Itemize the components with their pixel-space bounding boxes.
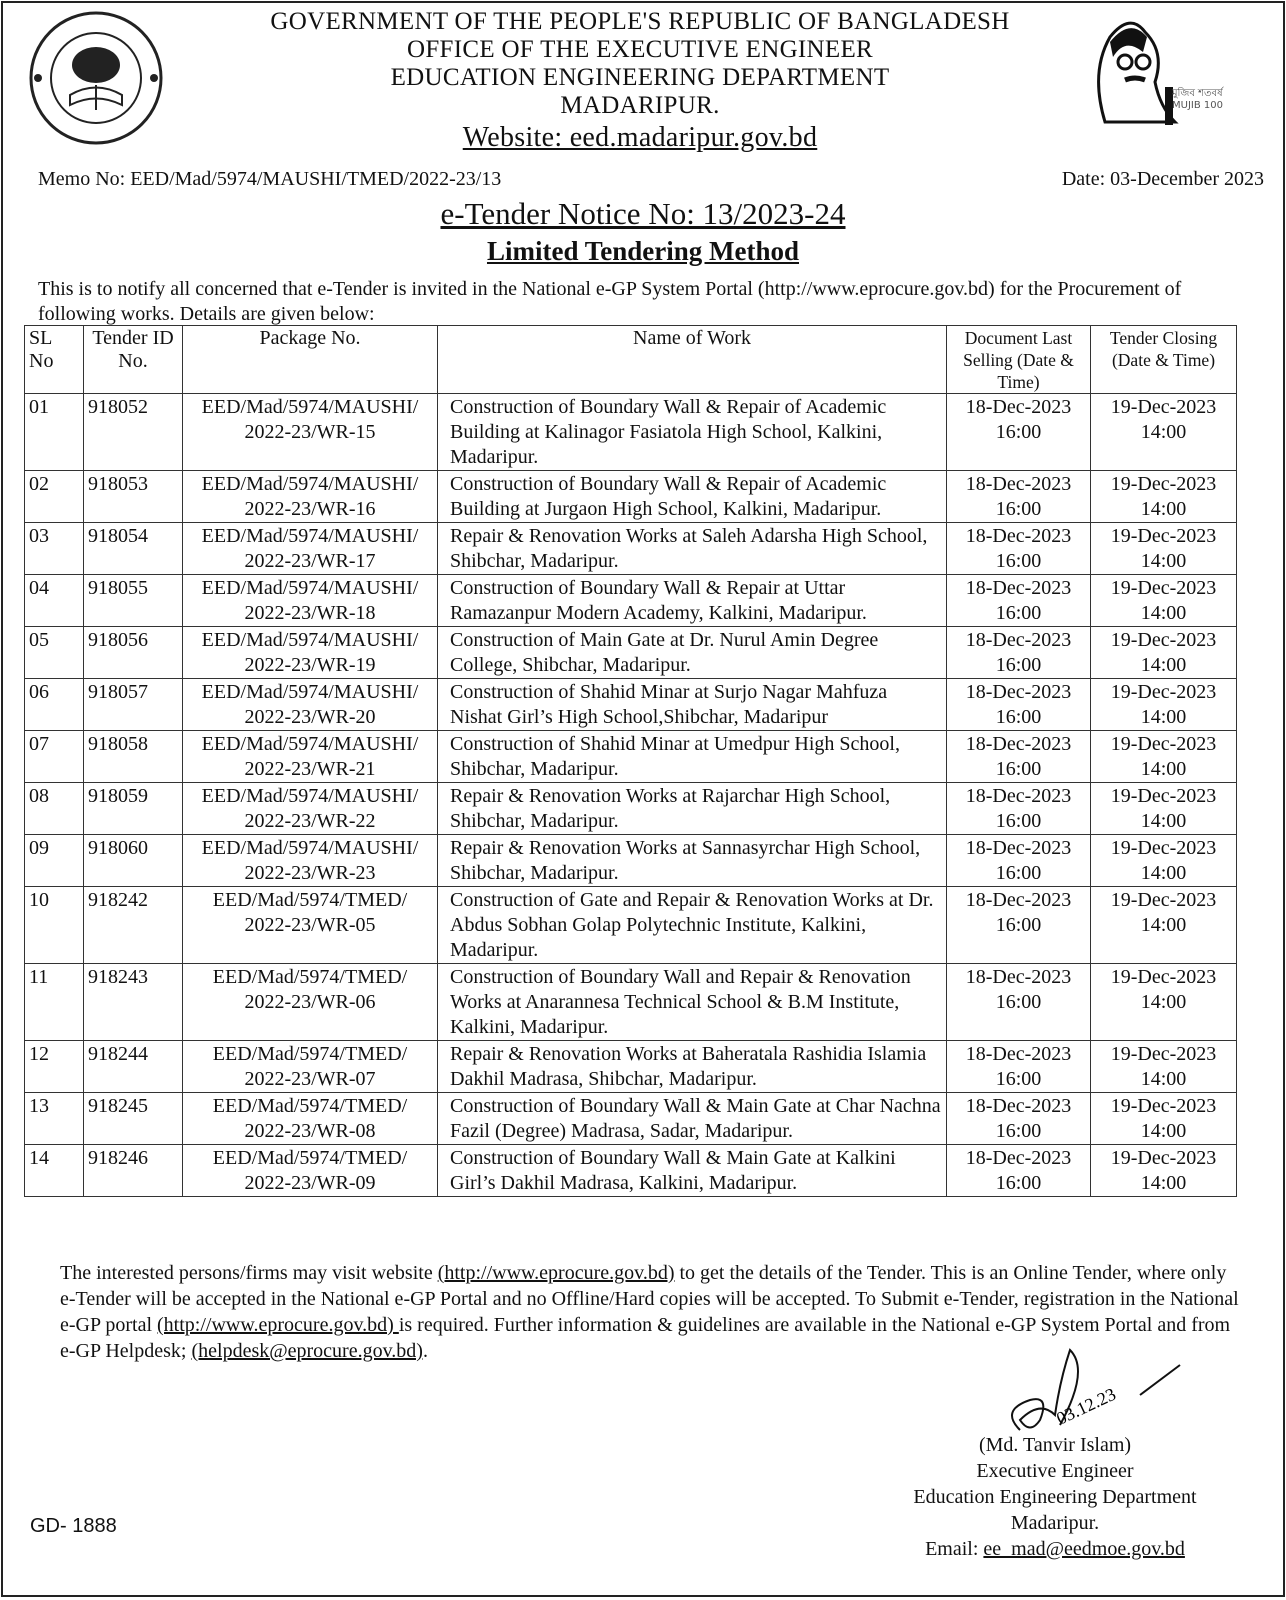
cell-package-no: EED/Mad/5974/MAUSHI/ 2022-23/WR-19 (183, 627, 438, 679)
cell-name-of-work: Construction of Gate and Repair & Renovation Works at Dr. Abdus Sobhan Golap Polytechnic Institute, Kalkini, Madaripur. (438, 887, 947, 964)
eprocure-link[interactable]: (http://www.eprocure.gov.bd) (437, 1262, 675, 1284)
cell-doc-last-selling: 18-Dec-2023 16:00 (947, 887, 1091, 964)
cell-doc-last-selling: 18-Dec-2023 16:00 (947, 1145, 1091, 1197)
table-row (25, 835, 1237, 887)
footer-text: is required. Further information & guidelines are available in the National e-GP System Portal and from e-GP Helpdesk; (60, 1314, 1231, 1362)
tendering-method: Limited Tendering Method (486, 236, 800, 266)
intro-paragraph: This is to notify all concerned that e-Tender is invited in the National e-GP System Portal (http://www.eprocure.gov.bd) for the Procurement of following works. Details are given below: (38, 278, 1182, 325)
cell-sl-no: 03 (25, 523, 84, 575)
mujib-100-text: মুজিব শতবর্ষ MUJIB 100 (1172, 88, 1223, 111)
cell-name-of-work: Construction of Shahid Minar at Surjo Nagar Mahfuza Nishat Girl’s High School,Shibchar, Madaripur (438, 679, 947, 731)
table-row (25, 575, 1237, 627)
table-row (25, 783, 1237, 835)
cell-tender-id: 918244 (84, 1041, 183, 1093)
cell-tender-id: 918055 (84, 575, 183, 627)
col-name-of-work: Name of Work (438, 326, 947, 394)
eprocure-link[interactable]: (http://www.eprocure.gov.bd) (157, 1314, 399, 1336)
signer-email-link[interactable]: ee_mad@eedmoe.gov.bd (983, 1538, 1185, 1560)
cell-tender-id: 918052 (84, 394, 183, 471)
cell-tender-id: 918056 (84, 627, 183, 679)
table-row (25, 964, 1237, 1041)
mujib-100-logo (1085, 12, 1245, 130)
cell-tender-id: 918245 (84, 1093, 183, 1145)
cell-tender-closing: 19-Dec-2023 14:00 (1091, 1145, 1237, 1197)
cell-sl-no: 10 (25, 887, 84, 964)
col-sl: SL No (25, 326, 84, 394)
notice-date: Date: 03-December 2023 (1061, 168, 1264, 190)
cell-tender-id: 918053 (84, 471, 183, 523)
cell-sl-no: 01 (25, 394, 84, 471)
footer-text: The interested persons/firms may visit website (60, 1262, 438, 1284)
cell-tender-id: 918246 (84, 1145, 183, 1197)
cell-tender-closing: 19-Dec-2023 14:00 (1091, 575, 1237, 627)
cell-sl-no: 07 (25, 731, 84, 783)
tender-table (24, 325, 1237, 1197)
cell-sl-no: 09 (25, 835, 84, 887)
cell-sl-no: 11 (25, 964, 84, 1041)
cell-tender-closing: 19-Dec-2023 14:00 (1091, 1093, 1237, 1145)
cell-tender-closing: 19-Dec-2023 14:00 (1091, 394, 1237, 471)
cell-doc-last-selling: 18-Dec-2023 16:00 (947, 575, 1091, 627)
cell-name-of-work: Repair & Renovation Works at Sannasyrchar High School, Shibchar, Madaripur. (438, 835, 947, 887)
cell-sl-no: 08 (25, 783, 84, 835)
footer-text: to get the details of the Tender. This is an Online Tender, where only e-Tender will be accepted in the National e-GP Portal and no Offline/Hard copies will be accepted. To Submit e-Tender, registration in the National e-GP portal (60, 1262, 1239, 1336)
cell-name-of-work: Repair & Renovation Works at Rajarchar High School, Shibchar, Madaripur. (438, 783, 947, 835)
cell-tender-closing: 19-Dec-2023 14:00 (1091, 887, 1237, 964)
cell-doc-last-selling: 18-Dec-2023 16:00 (947, 679, 1091, 731)
cell-name-of-work: Construction of Main Gate at Dr. Nurul Amin Degree College, Shibchar, Madaripur. (438, 627, 947, 679)
gd-number: GD- 1888 (30, 1515, 117, 1537)
cell-doc-last-selling: 18-Dec-2023 16:00 (947, 394, 1091, 471)
cell-name-of-work: Construction of Boundary Wall & Main Gate at Kalkini Girl’s Dakhil Madrasa, Kalkini, Madaripur. (438, 1145, 947, 1197)
website-link[interactable]: Website: eed.madaripur.gov.bd (462, 122, 818, 153)
cell-tender-id: 918054 (84, 523, 183, 575)
table-row (25, 394, 1237, 471)
cell-package-no: EED/Mad/5974/MAUSHI/ 2022-23/WR-22 (183, 783, 438, 835)
footer-text: . (422, 1340, 428, 1362)
helpdesk-email-link[interactable]: (helpdesk@eprocure.gov.bd) (191, 1340, 423, 1362)
cell-package-no: EED/Mad/5974/MAUSHI/ 2022-23/WR-15 (183, 394, 438, 471)
cell-sl-no: 05 (25, 627, 84, 679)
header-line: EDUCATION ENGINEERING DEPARTMENT (390, 64, 890, 91)
cell-name-of-work: Construction of Shahid Minar at Umedpur High School, Shibchar, Madaripur. (438, 731, 947, 783)
cell-tender-id: 918058 (84, 731, 183, 783)
col-doc-last-selling: Document Last Selling (Date & Time) (947, 326, 1091, 394)
cell-tender-id: 918242 (84, 887, 183, 964)
table-row (25, 1145, 1237, 1197)
cell-tender-closing: 19-Dec-2023 14:00 (1091, 523, 1237, 575)
cell-name-of-work: Repair & Renovation Works at Baheratala Rashidia Islamia Dakhil Madrasa, Shibchar, Madaripur. (438, 1041, 947, 1093)
cell-doc-last-selling: 18-Dec-2023 16:00 (947, 964, 1091, 1041)
header-line: MADARIPUR. (560, 92, 720, 119)
cell-sl-no: 02 (25, 471, 84, 523)
cell-package-no: EED/Mad/5974/MAUSHI/ 2022-23/WR-17 (183, 523, 438, 575)
cell-package-no: EED/Mad/5974/MAUSHI/ 2022-23/WR-20 (183, 679, 438, 731)
cell-tender-closing: 19-Dec-2023 14:00 (1091, 471, 1237, 523)
table-row (25, 627, 1237, 679)
cell-package-no: EED/Mad/5974/MAUSHI/ 2022-23/WR-16 (183, 471, 438, 523)
table-row (25, 679, 1237, 731)
cell-package-no: EED/Mad/5974/MAUSHI/ 2022-23/WR-21 (183, 731, 438, 783)
cell-name-of-work: Construction of Boundary Wall and Repair & Renovation Works at Anarannesa Technical School & B.M Institute, Kalkini, Madaripur. (438, 964, 947, 1041)
signer-place: Madaripur. (1010, 1512, 1100, 1534)
cell-package-no: EED/Mad/5974/TMED/ 2022-23/WR-08 (183, 1093, 438, 1145)
header-line: OFFICE OF THE EXECUTIVE ENGINEER (406, 36, 874, 63)
table-row (25, 731, 1237, 783)
cell-doc-last-selling: 18-Dec-2023 16:00 (947, 835, 1091, 887)
cell-package-no: EED/Mad/5974/MAUSHI/ 2022-23/WR-23 (183, 835, 438, 887)
memo-number: Memo No: EED/Mad/5974/MAUSHI/TMED/2022-23/13 (38, 168, 502, 190)
cell-tender-id: 918243 (84, 964, 183, 1041)
cell-tender-id: 918060 (84, 835, 183, 887)
cell-name-of-work: Construction of Boundary Wall & Repair of Academic Building at Kalinagor Fasiatola High School, Kalkini, Madaripur. (438, 394, 947, 471)
cell-tender-closing: 19-Dec-2023 14:00 (1091, 1041, 1237, 1093)
cell-tender-closing: 19-Dec-2023 14:00 (1091, 835, 1237, 887)
signer-title: Executive Engineer (976, 1460, 1134, 1482)
cell-doc-last-selling: 18-Dec-2023 16:00 (947, 731, 1091, 783)
cell-name-of-work: Repair & Renovation Works at Saleh Adarsha High School, Shibchar, Madaripur. (438, 523, 947, 575)
signer-block (880, 1432, 1230, 1562)
col-tender-id: Tender ID No. (84, 326, 183, 394)
cell-sl-no: 12 (25, 1041, 84, 1093)
table-row (25, 1093, 1237, 1145)
cell-doc-last-selling: 18-Dec-2023 16:00 (947, 523, 1091, 575)
cell-package-no: EED/Mad/5974/MAUSHI/ 2022-23/WR-18 (183, 575, 438, 627)
cell-sl-no: 06 (25, 679, 84, 731)
header-line: GOVERNMENT OF THE PEOPLE'S REPUBLIC OF BANGLADESH (270, 8, 1010, 35)
signer-dept: Education Engineering Department (913, 1486, 1197, 1508)
cell-name-of-work: Construction of Boundary Wall & Repair of Academic Building at Jurgaon High School, Kalkini, Madaripur. (438, 471, 947, 523)
cell-tender-closing: 19-Dec-2023 14:00 (1091, 627, 1237, 679)
cell-package-no: EED/Mad/5974/TMED/ 2022-23/WR-06 (183, 964, 438, 1041)
col-tender-closing: Tender Closing (Date & Time) (1091, 326, 1237, 394)
cell-sl-no: 14 (25, 1145, 84, 1197)
svg-text:03.12.23: 03.12.23 (1053, 1383, 1119, 1429)
cell-doc-last-selling: 18-Dec-2023 16:00 (947, 1041, 1091, 1093)
cell-doc-last-selling: 18-Dec-2023 16:00 (947, 471, 1091, 523)
cell-doc-last-selling: 18-Dec-2023 16:00 (947, 783, 1091, 835)
table-row (25, 471, 1237, 523)
table-row (25, 1041, 1237, 1093)
cell-tender-closing: 19-Dec-2023 14:00 (1091, 679, 1237, 731)
cell-doc-last-selling: 18-Dec-2023 16:00 (947, 627, 1091, 679)
col-package: Package No. (183, 326, 438, 394)
table-header-row (25, 326, 1237, 394)
cell-tender-id: 918059 (84, 783, 183, 835)
cell-package-no: EED/Mad/5974/TMED/ 2022-23/WR-07 (183, 1041, 438, 1093)
cell-sl-no: 04 (25, 575, 84, 627)
notice-title: e-Tender Notice No: 13/2023-24 (440, 196, 846, 231)
signer-name: (Md. Tanvir Islam) (978, 1434, 1132, 1456)
cell-name-of-work: Construction of Boundary Wall & Repair at Uttar Ramazanpur Modern Academy, Kalkini, Madaripur. (438, 575, 947, 627)
table-row (25, 887, 1237, 964)
cell-tender-closing: 19-Dec-2023 14:00 (1091, 731, 1237, 783)
letterhead (200, 8, 1080, 152)
cell-tender-closing: 19-Dec-2023 14:00 (1091, 783, 1237, 835)
cell-doc-last-selling: 18-Dec-2023 16:00 (947, 1093, 1091, 1145)
email-label: Email: (925, 1538, 984, 1560)
cell-name-of-work: Construction of Boundary Wall & Main Gate at Char Nachna Fazil (Degree) Madrasa, Sadar, Madaripur. (438, 1093, 947, 1145)
cell-tender-id: 918057 (84, 679, 183, 731)
cell-sl-no: 13 (25, 1093, 84, 1145)
cell-package-no: EED/Mad/5974/TMED/ 2022-23/WR-09 (183, 1145, 438, 1197)
eed-logo (28, 10, 164, 146)
cell-package-no: EED/Mad/5974/TMED/ 2022-23/WR-05 (183, 887, 438, 964)
table-row (25, 523, 1237, 575)
cell-tender-closing: 19-Dec-2023 14:00 (1091, 964, 1237, 1041)
